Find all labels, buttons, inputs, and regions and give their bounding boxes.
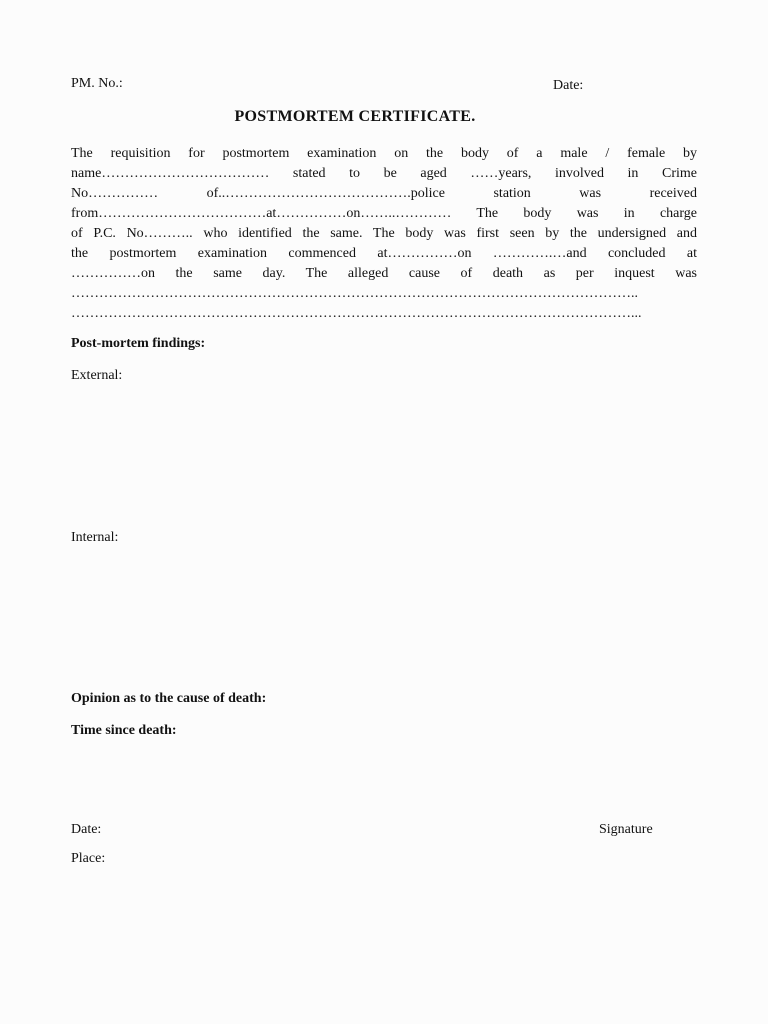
paragraph-line: from………………………………at……………on……..………… The body was in charge	[71, 206, 697, 221]
paragraph-dotted-line: …………………………………………………………………………………………………………..	[71, 286, 638, 301]
header-date-label: Date:	[553, 78, 584, 93]
external-findings-label: External:	[71, 368, 123, 383]
postmortem-findings-heading: Post-mortem findings:	[71, 336, 206, 351]
cause-of-death-heading: Opinion as to the cause of death:	[71, 691, 267, 706]
pm-number-label: PM. No.:	[71, 76, 123, 91]
paragraph-line: ……………on the same day. The alleged cause of death as per inquest was	[71, 266, 697, 281]
place-label: Place:	[71, 851, 106, 866]
requisition-paragraph	[71, 144, 697, 324]
internal-findings-label: Internal:	[71, 530, 119, 545]
certificate-title: POSTMORTEM CERTIFICATE.	[234, 108, 476, 125]
paragraph-line: of P.C. No……….. who identified the same. The body was first seen by the undersigned and	[71, 226, 697, 241]
paragraph-line: No…………… of..………………………………….police station was received	[71, 186, 697, 201]
signature-label: Signature	[599, 822, 653, 837]
paragraph-line: the postmortem examination commenced at……………on ………….…and concluded at	[71, 246, 697, 261]
paragraph-line: The requisition for postmortem examination on the body of a male / female by	[71, 146, 697, 161]
time-since-death-heading: Time since death:	[71, 723, 177, 738]
footer-date-label: Date:	[71, 822, 102, 837]
paragraph-line: name……………………………… stated to be aged ……years, involved in Crime	[71, 166, 697, 181]
paragraph-dotted-line: …………………………………………………………………………………………………………...	[71, 306, 642, 321]
